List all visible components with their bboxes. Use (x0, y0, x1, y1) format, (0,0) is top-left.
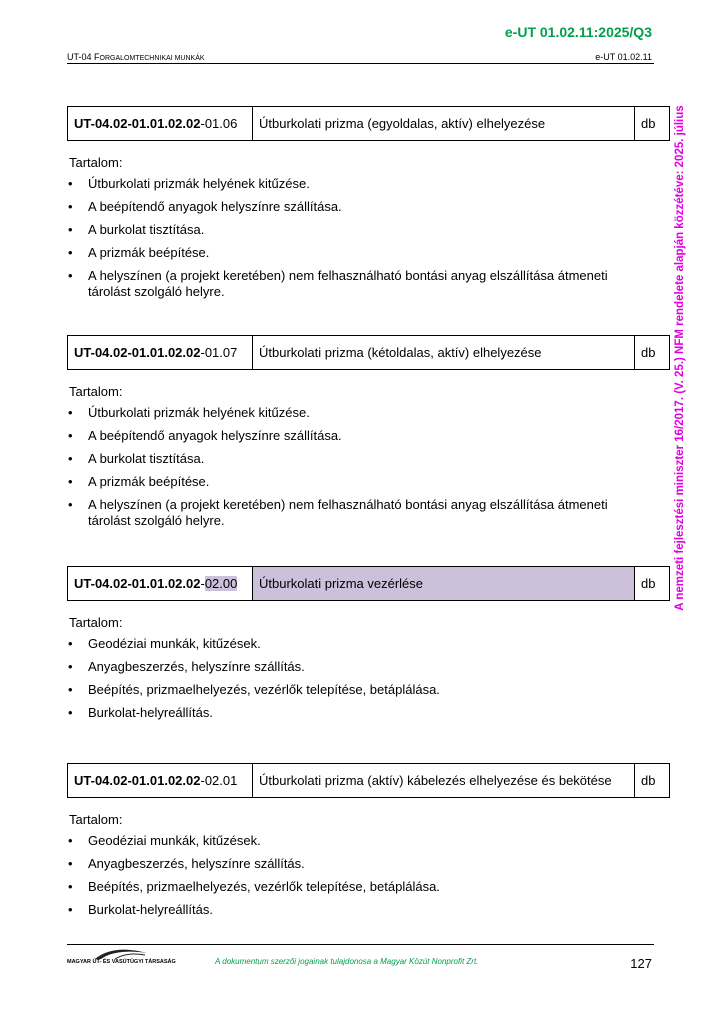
bullet-icon: • (68, 474, 73, 489)
item-unit: db (635, 107, 670, 141)
list-item: • Beépítés, prizmaelhelyezés, vezérlők telepítése, betáplálása. (68, 879, 440, 894)
section-title: UT-04 FORGALOMTECHNIKAI MUNKÁK (67, 52, 205, 62)
bullet-icon: • (68, 879, 73, 894)
list-item: • A burkolat tisztítása. (68, 451, 205, 466)
footer-divider (67, 944, 654, 945)
bullet-icon: • (68, 497, 73, 512)
bullet-icon: • (68, 199, 73, 214)
item-header-table (67, 763, 670, 798)
item-header-table (67, 106, 670, 141)
item-title: Útburkolati prizma (kétoldalas, aktív) elhelyezése (253, 336, 635, 370)
bullet-icon: • (68, 176, 73, 191)
list-item: • Beépítés, prizmaelhelyezés, vezérlők telepítése, betáplálása. (68, 682, 440, 697)
item-unit: db (635, 336, 670, 370)
bullet-icon: • (68, 268, 73, 283)
content-label: Tartalom: (69, 812, 123, 827)
content-list (67, 636, 670, 721)
content-list (67, 176, 670, 300)
list-item: • Geodéziai munkák, kitűzések. (68, 636, 261, 651)
item-code: UT-04.02-01.01.02.02-02.01 (68, 764, 253, 798)
list-item: • Burkolat-helyreállítás. (68, 902, 213, 917)
list-item: • A beépítendő anyagok helyszínre szállítása. (68, 428, 342, 443)
bullet-icon: • (68, 451, 73, 466)
page-number: 127 (630, 956, 652, 971)
work-item (67, 335, 670, 536)
code-highlight: 02.00 (204, 576, 238, 591)
list-item: • A prizmák beépítése. (68, 245, 210, 260)
item-code: UT-04.02-01.01.02.02-01.07 (68, 336, 253, 370)
bullet-icon: • (68, 856, 73, 871)
list-item: • Útburkolati prizmák helyének kitűzése. (68, 176, 310, 191)
list-item: • Burkolat-helyreállítás. (68, 705, 213, 720)
item-code: UT-04.02-01.01.02.02-01.06 (68, 107, 253, 141)
bullet-icon: • (68, 833, 73, 848)
item-title: Útburkolati prizma vezérlése (253, 567, 635, 601)
bullet-icon: • (68, 705, 73, 720)
item-title: Útburkolati prizma (egyoldalas, aktív) elhelyezése (253, 107, 635, 141)
list-item: • A burkolat tisztítása. (68, 222, 205, 237)
bullet-icon: • (68, 222, 73, 237)
list-item: • Geodéziai munkák, kitűzések. (68, 833, 261, 848)
list-item: • A prizmák beépítése. (68, 474, 210, 489)
list-item: • A beépítendő anyagok helyszínre szállítása. (68, 199, 342, 214)
bullet-icon: • (68, 659, 73, 674)
content-label: Tartalom: (69, 155, 123, 170)
bullet-icon: • (68, 636, 73, 651)
bullet-icon: • (68, 682, 73, 697)
publication-note: A nemzeti fejlesztési miniszter 16/2017. (V. 25.) NFM rendelete alapján közzétéve: 2025. július (674, 105, 686, 611)
copyright-notice: A dokumentum szerzői jogainak tulajdonosa a Magyar Közút Nonprofit Zrt. (215, 957, 479, 966)
content-list (67, 833, 670, 918)
content-label: Tartalom: (69, 384, 123, 399)
item-code: UT-04.02-01.01.02.02-02.00 (68, 567, 253, 601)
work-item (67, 763, 670, 925)
content-label: Tartalom: (69, 615, 123, 630)
bullet-icon: • (68, 428, 73, 443)
item-header-table (67, 566, 670, 601)
header-divider (67, 63, 654, 64)
bullet-icon: • (68, 245, 73, 260)
logo-text: MAGYAR ÚT- ÉS VASÚTÜGYI TÁRSASÁG (67, 959, 176, 965)
work-item (67, 566, 670, 728)
list-item: • A helyszínen (a projekt keretében) nem felhasználható bontási anyag elszállítása átmeneti tárolást szolgáló helyre. (68, 497, 608, 528)
work-item (67, 106, 670, 307)
item-header-table (67, 335, 670, 370)
content-list (67, 405, 670, 529)
item-unit: db (635, 764, 670, 798)
bullet-icon: • (68, 405, 73, 420)
document-code: e-UT 01.02.11:2025/Q3 (504, 24, 652, 40)
item-unit: db (635, 567, 670, 601)
list-item: • Anyagbeszerzés, helyszínre szállítás. (68, 659, 305, 674)
list-item: • Útburkolati prizmák helyének kitűzése. (68, 405, 310, 420)
item-title: Útburkolati prizma (aktív) kábelezés elhelyezése és bekötése (253, 764, 635, 798)
list-item: • Anyagbeszerzés, helyszínre szállítás. (68, 856, 305, 871)
list-item: • A helyszínen (a projekt keretében) nem felhasználható bontási anyag elszállítása átmeneti tárolást szolgáló helyre. (68, 268, 608, 299)
bullet-icon: • (68, 902, 73, 917)
society-logo (67, 947, 176, 969)
document-reference: e-UT 01.02.11 (595, 52, 652, 62)
